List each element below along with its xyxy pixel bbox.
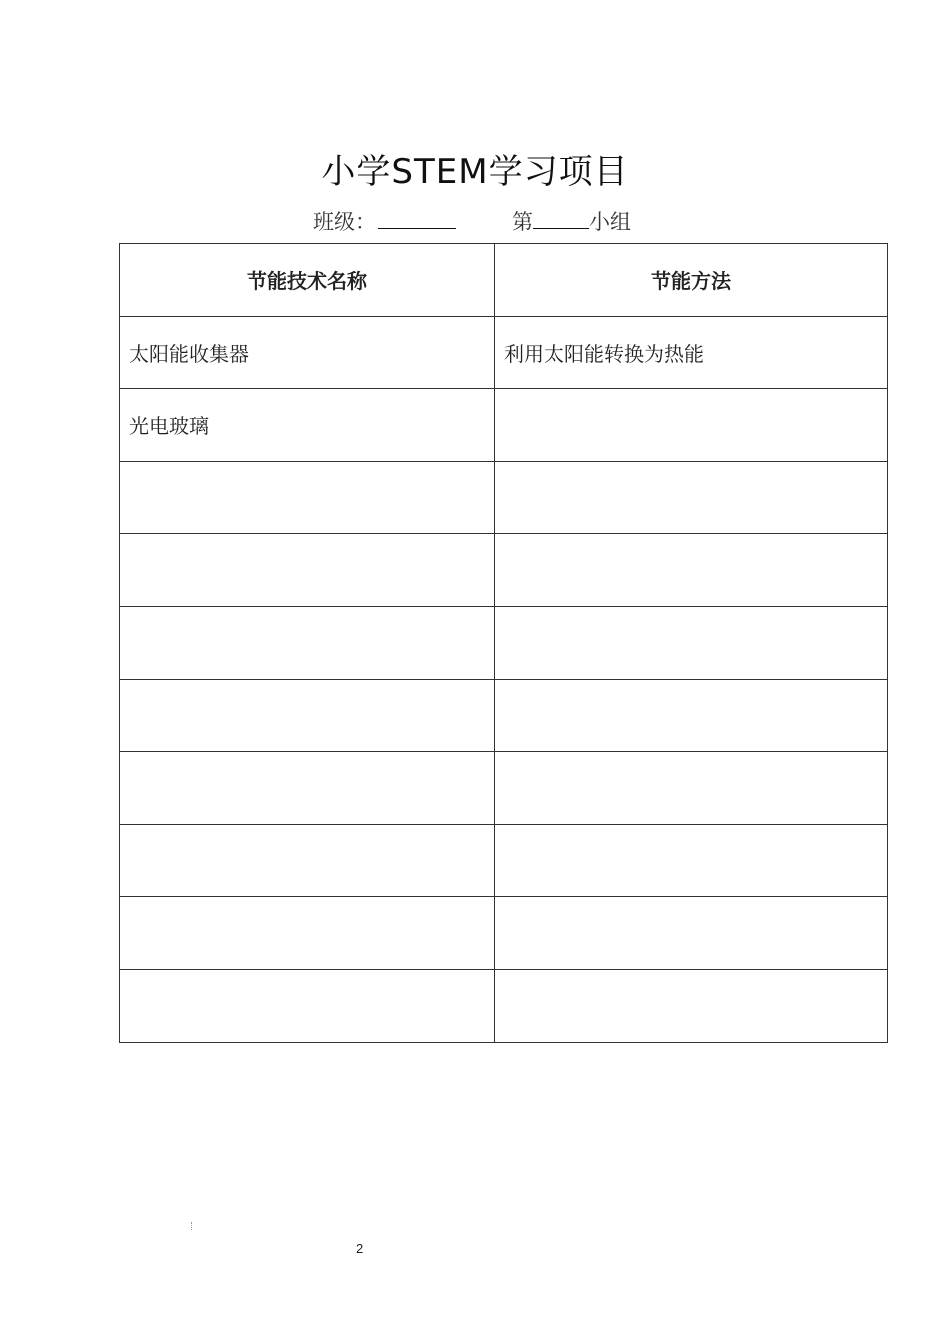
method-cell[interactable]	[495, 897, 888, 970]
technology-cell[interactable]	[120, 969, 495, 1042]
technology-cell[interactable]	[120, 461, 495, 534]
page-title: 小学STEM学习项目	[321, 152, 629, 192]
method-cell[interactable]	[495, 679, 888, 752]
technology-cell[interactable]	[120, 534, 495, 607]
table-row	[120, 461, 888, 534]
class-group-line	[313, 206, 631, 236]
method-cell[interactable]	[495, 752, 888, 825]
table-row	[120, 897, 888, 970]
group-blank[interactable]	[533, 206, 589, 229]
header-technology-name: 节能技术名称	[120, 244, 495, 317]
technology-cell[interactable]	[120, 679, 495, 752]
class-blank[interactable]	[378, 206, 456, 229]
table-row	[120, 824, 888, 897]
energy-saving-table	[119, 243, 888, 1043]
table-row	[120, 969, 888, 1042]
table-header-row	[120, 244, 888, 317]
page-number: 2	[356, 1241, 364, 1256]
group-suffix: 小组	[589, 210, 631, 234]
technology-cell[interactable]: 太阳能收集器	[120, 316, 495, 389]
method-cell[interactable]	[495, 824, 888, 897]
table-row	[120, 389, 888, 462]
method-cell[interactable]	[495, 606, 888, 679]
technology-cell[interactable]	[120, 752, 495, 825]
method-cell[interactable]	[495, 534, 888, 607]
method-cell[interactable]	[495, 969, 888, 1042]
method-cell[interactable]	[495, 389, 888, 462]
scan-artifact-mark	[191, 1222, 194, 1230]
table-row	[120, 534, 888, 607]
header-method: 节能方法	[495, 244, 888, 317]
method-cell[interactable]	[495, 461, 888, 534]
technology-cell[interactable]: 光电玻璃	[120, 389, 495, 462]
technology-cell[interactable]	[120, 606, 495, 679]
table-row	[120, 316, 888, 389]
group-prefix: 第	[512, 210, 533, 234]
table-row	[120, 606, 888, 679]
class-label: 班级：	[313, 210, 376, 234]
table-row	[120, 679, 888, 752]
method-cell[interactable]: 利用太阳能转换为热能	[495, 316, 888, 389]
technology-cell[interactable]	[120, 824, 495, 897]
technology-cell[interactable]	[120, 897, 495, 970]
table-row	[120, 752, 888, 825]
